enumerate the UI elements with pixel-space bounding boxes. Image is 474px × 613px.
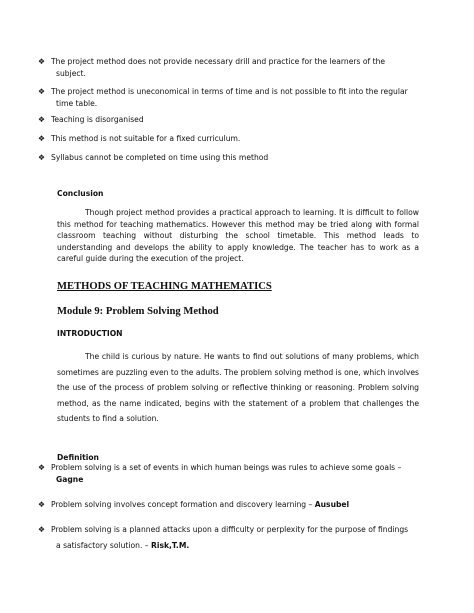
bullet-text: Syllabus cannot be completed on time using this method: [51, 153, 269, 162]
introduction-paragraph: [57, 349, 419, 427]
definition-author: Risk,T.M.: [151, 541, 190, 550]
module-title: Module 9: Problem Solving Method: [57, 306, 219, 317]
bullet-item: [38, 133, 420, 145]
definition-item: [38, 522, 423, 554]
introduction-text: The child is curious by nature. He wants to find out solutions of many problems, which sometimes are puzzling even to the adults. The problem solving method is one, which involves the use of the process of problem solving or reflective thinking or reasoning. Problem solving method, as the name indicated, begins with the statement of a problem that challenges the students to find a solution.: [57, 352, 419, 423]
definition-author: Gagne: [56, 474, 84, 484]
definition-text-cont: a satisfactory solution. –: [56, 541, 149, 550]
bullet-text: Teaching is disorganised: [51, 115, 144, 124]
bullet-icon: ❖: [38, 525, 45, 534]
bullet-text-cont: time table.: [56, 98, 98, 108]
definition-item: [38, 499, 423, 511]
bullet-text-cont: subject.: [56, 68, 86, 78]
section-title: METHODS OF TEACHING MATHEMATICS: [57, 281, 272, 292]
bullet-icon: ❖: [38, 153, 45, 162]
definition-heading: Definition: [57, 453, 99, 462]
introduction-heading: INTRODUCTION: [57, 329, 123, 338]
definition-item: [38, 462, 423, 485]
bullet-item: [38, 86, 420, 109]
conclusion-text: Though project method provides a practical approach to learning. It is difficult to follow this method for teaching mathematics. However this method may be tried along with formal classroom teaching without disturbing the school timetable. This method leads to understanding and develops the ability to apply knowledge. The teacher has to work as a careful guide during the execution of the project.: [57, 208, 419, 263]
bullet-icon: ❖: [38, 115, 45, 124]
bullet-icon: ❖: [38, 57, 45, 66]
conclusion-heading: Conclusion: [57, 189, 104, 198]
bullet-icon: ❖: [38, 134, 45, 143]
definition-text: Problem solving is a set of events in which human beings was rules to achieve some goals –: [51, 463, 402, 472]
bullet-icon: ❖: [38, 87, 45, 96]
bullet-text: This method is not suitable for a fixed curriculum.: [51, 134, 241, 143]
bullet-item: [38, 152, 420, 164]
bullet-item: [38, 56, 420, 79]
definition-text: Problem solving is a planned attacks upon a difficulty or perplexity for the purpose of findings: [51, 525, 409, 534]
definition-author: Ausubel: [314, 500, 350, 509]
bullet-icon: ❖: [38, 463, 45, 472]
bullet-icon: ❖: [38, 500, 45, 509]
bullet-text: The project method does not provide necessary drill and practice for the learners of the: [51, 57, 386, 66]
bullet-item: [38, 114, 420, 126]
bullet-text: The project method is uneconomical in terms of time and is not possible to fit into the regular: [51, 87, 408, 96]
definition-text: Problem solving involves concept formation and discovery learning –: [51, 500, 313, 509]
conclusion-paragraph: [57, 207, 419, 265]
